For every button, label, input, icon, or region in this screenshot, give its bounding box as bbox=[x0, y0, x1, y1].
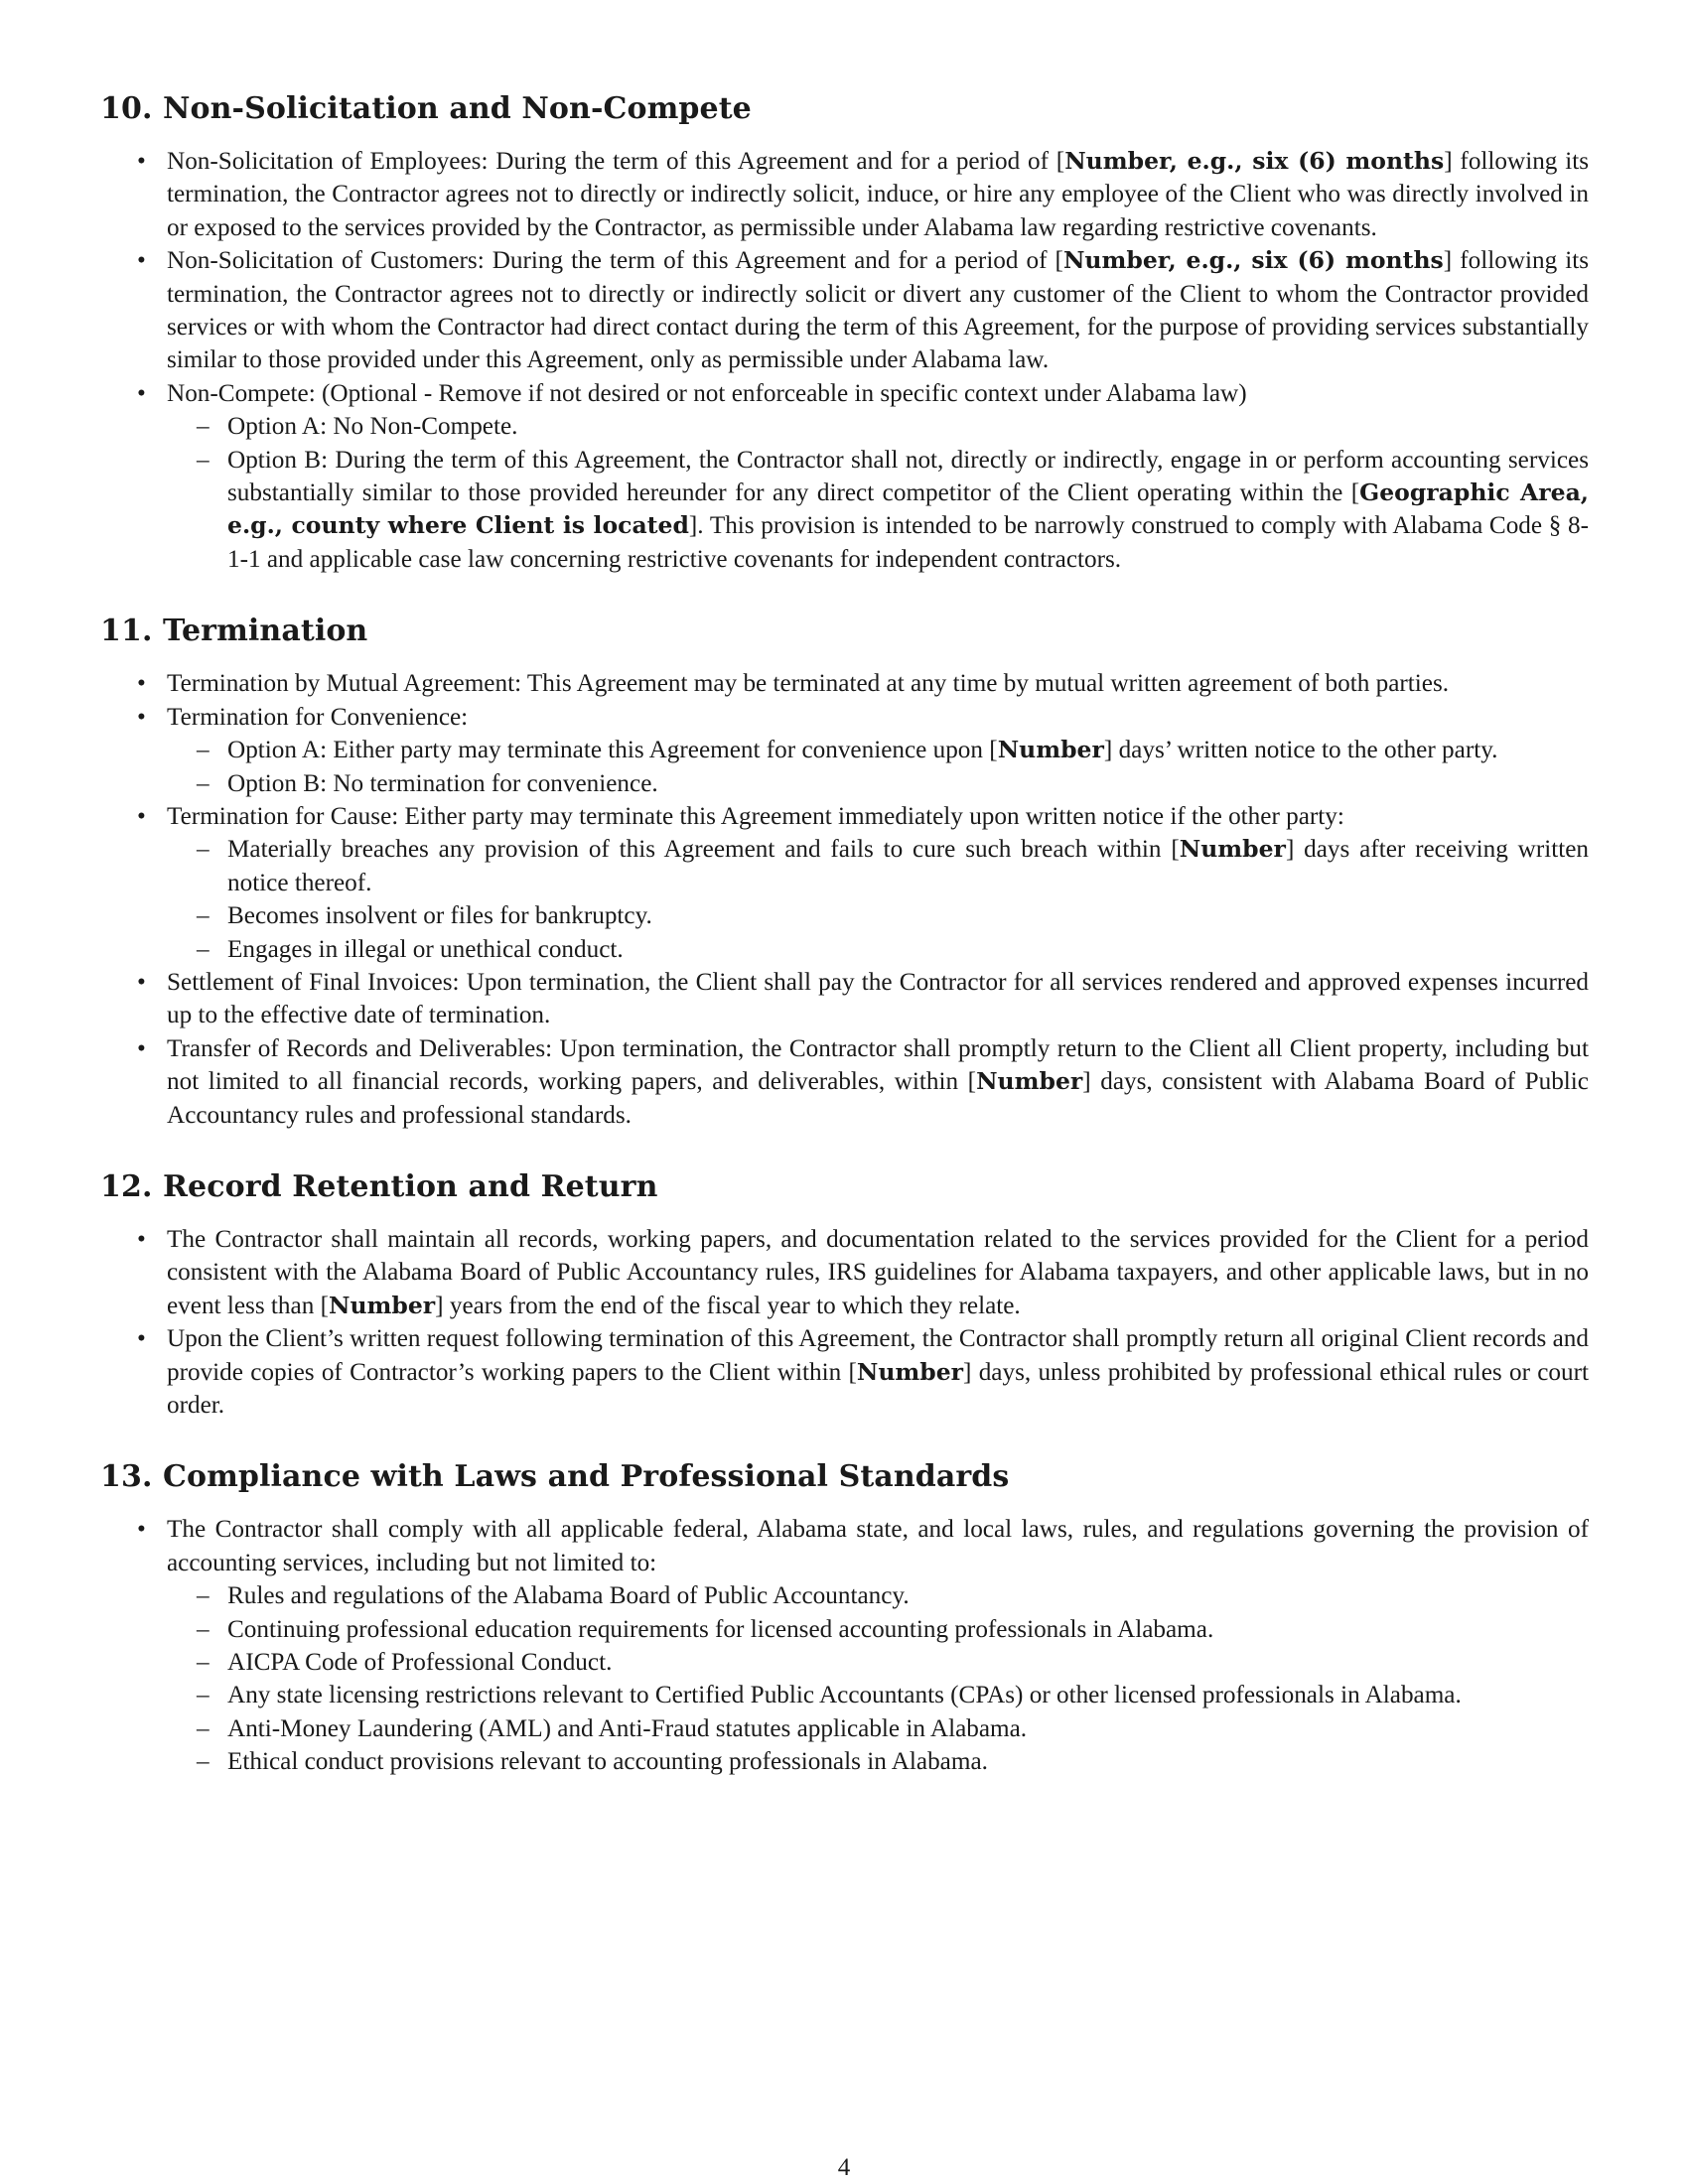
dash-icon: – bbox=[197, 836, 210, 864]
bullet-icon: • bbox=[137, 148, 146, 175]
section-title: Termination bbox=[163, 614, 368, 649]
sub-clause-list bbox=[167, 1579, 1589, 1778]
placeholder-field: Number bbox=[328, 1291, 436, 1319]
sub-clause-item: – Materially breaches any provision of this Agreement and fails to cure such breach within [Number] days after receiving written notice thereof. bbox=[197, 835, 1589, 896]
document-page bbox=[100, 87, 1590, 1779]
section-number: 11. bbox=[100, 614, 153, 649]
section-title: Non-Solicitation and Non-Compete bbox=[163, 91, 752, 126]
sub-clause-item: – Rules and regulations of the Alabama Board of Public Accountancy. bbox=[167, 1579, 1589, 1612]
placeholder-field: Geographic Area, e.g., county where Client is located bbox=[227, 478, 1589, 540]
page-number: 4 bbox=[837, 2154, 851, 2181]
dash-icon: – bbox=[197, 935, 210, 963]
dash-icon: – bbox=[197, 1582, 210, 1610]
sub-clause-list bbox=[167, 833, 1589, 966]
dash-icon: – bbox=[197, 1748, 210, 1776]
sub-clause-item: – Anti-Money Laundering (AML) and Anti-Fraud statutes applicable in Alabama. bbox=[167, 1712, 1589, 1745]
placeholder-field: Number, e.g., six (6) months bbox=[1064, 147, 1445, 175]
placeholder-field: Number, e.g., six (6) months bbox=[1062, 246, 1444, 275]
bullet-icon: • bbox=[137, 703, 146, 731]
bullet-icon: • bbox=[137, 1325, 146, 1353]
dash-icon: – bbox=[197, 769, 210, 797]
bullet-icon: • bbox=[137, 247, 146, 275]
dash-icon: – bbox=[197, 1615, 210, 1643]
placeholder-field: Number bbox=[976, 1067, 1083, 1096]
sub-clause-item: – Option A: Either party may terminate this Agreement for convenience upon [Number] days’ written notice to the other party. bbox=[167, 734, 1589, 766]
clause-item: • Settlement of Final Invoices: Upon termination, the Client shall pay the Contractor for all services rendered and approved expenses incurred up to the effective date of termination. bbox=[100, 966, 1589, 1032]
clause-item: • Termination by Mutual Agreement: This Agreement may be terminated at any time by mutual written agreement of both parties. bbox=[100, 667, 1589, 700]
sub-clause-item: – Option B: During the term of this Agreement, the Contractor shall not, directly or indirectly, engage in or perform accounting services substantially similar to those provided hereunder for any direct competitor of the Client operating within the [Geographic Area, e.g., county where Client is located]. This provision is intended to be narrowly construed to comply with Alabama Code § 8-1-1 and applicable case law concerning restrictive covenants for independent contractors. bbox=[167, 444, 1589, 577]
section-number: 10. bbox=[100, 91, 153, 126]
section-number: 12. bbox=[100, 1168, 153, 1204]
section-termination bbox=[100, 610, 1590, 1132]
section-record-retention bbox=[100, 1165, 1590, 1422]
clause-list bbox=[100, 1223, 1590, 1422]
clause-item: • The Contractor shall comply with all applicable federal, Alabama state, and local laws, rules, and regulations governing the provision of accounting services, including but not limited to: – Rules and regulations of the Alabama Board of Public Accountancy. – Continuing professional education requirements for licensed accounting professionals in Alabama. – AICPA Code of Professional Conduct. – Any state licensing restrictions relevant to Certified Public Accountants (CPAs) or other licensed professionals in Alabama. – Anti-Money Laundering (AML) and Anti-Fraud statutes applicable in Alabama. – Ethical conduct provisions relevant to accounting professionals in Alabama. bbox=[100, 1513, 1589, 1778]
sub-clause-item: – Ethical conduct provisions relevant to accounting professionals in Alabama. bbox=[167, 1745, 1589, 1778]
dash-icon: – bbox=[197, 1714, 210, 1742]
bullet-icon: • bbox=[137, 1034, 146, 1062]
dash-icon: – bbox=[197, 1682, 210, 1709]
placeholder-field: Number bbox=[997, 736, 1104, 764]
clause-item: • Termination for Convenience: – Option A: Either party may terminate this Agreement for convenience upon [Number] days’ written notice to the other party. – Option B: No termination for convenience. bbox=[100, 701, 1589, 800]
sub-clause-item: – Any state licensing restrictions relevant to Certified Public Accountants (CPAs) or other licensed professionals in Alabama. bbox=[167, 1679, 1589, 1711]
section-non-solicitation bbox=[100, 87, 1590, 576]
dash-icon: – bbox=[197, 413, 210, 441]
section-heading bbox=[100, 1455, 1590, 1499]
sub-clause-item: – AICPA Code of Professional Conduct. bbox=[167, 1646, 1589, 1679]
section-heading bbox=[100, 610, 1590, 653]
section-heading bbox=[100, 1165, 1590, 1209]
sub-clause-item: – Engages in illegal or unethical conduct. bbox=[167, 933, 1589, 966]
sub-clause-item: – Option A: No Non-Compete. bbox=[167, 410, 1589, 443]
sub-clause-list bbox=[167, 734, 1589, 800]
clause-item: • Non-Solicitation of Employees: During the term of this Agreement and for a period of [Number, e.g., six (6) months] following its termination, the Contractor agrees not to directly or indirectly solicit, induce, or hire any employee of the Client who was directly involved in or exposed to the services provided by the Contractor, as permissible under Alabama law regarding restrictive covenants. bbox=[137, 147, 1590, 241]
clause-item: • The Contractor shall maintain all records, working papers, and documentation related to the services provided for the Client for a period consistent with the Alabama Board of Public Accountancy rules, IRS guidelines for Alabama taxpayers, and other applicable laws, but in no event less than [Number] years from the end of the fiscal year to which they relate. bbox=[100, 1223, 1589, 1322]
bullet-icon: • bbox=[137, 379, 146, 407]
dash-icon: – bbox=[197, 446, 210, 474]
section-number: 13. bbox=[100, 1459, 153, 1495]
bullet-icon: • bbox=[137, 1225, 146, 1253]
bullet-icon: • bbox=[137, 802, 146, 830]
bullet-icon: • bbox=[137, 1516, 146, 1544]
clause-item: • Transfer of Records and Deliverables: Upon termination, the Contractor shall promptly return to the Client all Client property, including but not limited to all financial records, working papers, and deliverables, within [Number] days, consistent with Alabama Board of Public Accountancy rules and professional standards. bbox=[100, 1032, 1589, 1132]
sub-clause-item: – Option B: No termination for convenience. bbox=[167, 767, 1589, 800]
clause-item: • Upon the Client’s written request following termination of this Agreement, the Contractor shall promptly return all original Client records and provide copies of Contractor’s working papers to the Client within [Number] days, unless prohibited by professional ethical rules or court order. bbox=[100, 1322, 1589, 1422]
section-title: Compliance with Laws and Professional Standards bbox=[163, 1459, 1010, 1495]
sub-clause-item: – Becomes insolvent or files for bankruptcy. bbox=[167, 899, 1589, 932]
sub-clause-list bbox=[167, 410, 1589, 576]
clause-list bbox=[100, 145, 1590, 576]
clause-item: • Non-Solicitation of Customers: During the term of this Agreement and for a period of [Number, e.g., six (6) months] following its termination, the Contractor agrees not to directly or indirectly solicit or divert any customer of the Client to whom the Contractor provided services or with whom the Contractor had direct contact during the term of this Agreement, for the purpose of providing services substantially similar to those provided under this Agreement, only as permissible under Alabama law. bbox=[137, 246, 1590, 374]
clause-item: • Non-Compete: (Optional - Remove if not desired or not enforceable in specific context under Alabama law) – Option A: No Non-Compete. – Option B: During the term of this Agreement, the Contractor shall not, directly or indirectly, engage in or perform accounting services substantially similar to those provided hereunder for any direct competitor of the Client operating within the [Geographic Area, e.g., county where Client is located]. This provision is intended to be narrowly construed to comply with Alabama Code § 8-1-1 and applicable case law concerning restrictive covenants for independent contractors. bbox=[100, 377, 1589, 576]
sub-clause-item: – Continuing professional education requirements for licensed accounting professionals in Alabama. bbox=[167, 1613, 1589, 1646]
dash-icon: – bbox=[197, 737, 210, 764]
clause-item: • Termination for Cause: Either party may terminate this Agreement immediately upon written notice if the other party: – Materially breaches any provision of this Agreement and fails to cure such breach within [Number] days after receiving written notice thereof. – Becomes insolvent or files for bankruptcy. – Engages in illegal or unethical conduct. bbox=[100, 800, 1589, 966]
dash-icon: – bbox=[197, 902, 210, 930]
clause-list bbox=[100, 1513, 1590, 1778]
bullet-icon: • bbox=[137, 968, 146, 996]
bullet-icon: • bbox=[137, 670, 146, 698]
dash-icon: – bbox=[197, 1649, 210, 1677]
section-compliance bbox=[100, 1455, 1590, 1778]
section-title: Record Retention and Return bbox=[163, 1168, 658, 1204]
placeholder-field: Number bbox=[1179, 835, 1286, 864]
clause-list bbox=[100, 667, 1590, 1132]
placeholder-field: Number bbox=[856, 1357, 964, 1386]
section-heading bbox=[100, 87, 1590, 131]
